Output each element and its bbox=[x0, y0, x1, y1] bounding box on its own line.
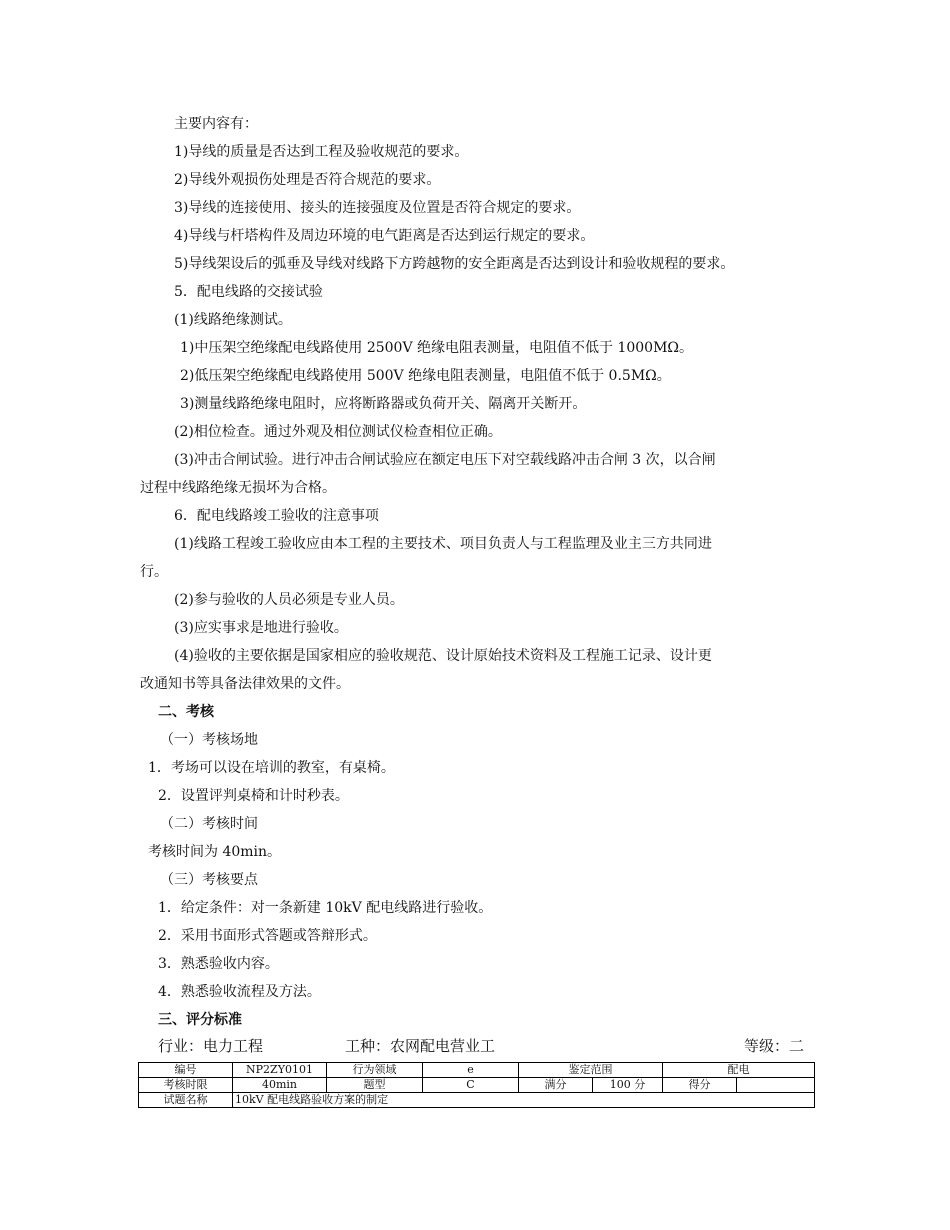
table-cell: C bbox=[423, 1078, 519, 1093]
text-line: 1)导线的质量是否达到工程及验收规范的要求。 bbox=[174, 144, 469, 160]
text-line: 1)中压架空绝缘配电线路使用 2500V 绝缘电阻表测量，电阻值不低于 1000MΩ。 bbox=[180, 340, 694, 356]
section-heading: 6．配电线路竣工验收的注意事项 bbox=[174, 508, 379, 524]
subsection-title: （一）考核场地 bbox=[160, 732, 258, 748]
table-cell: 试题名称 bbox=[139, 1093, 233, 1108]
table-cell: 40min bbox=[233, 1078, 327, 1093]
text-line: 3)导线的连接使用、接头的连接强度及位置是否符合规定的要求。 bbox=[174, 200, 581, 216]
text-line: (1)线路绝缘测试。 bbox=[174, 312, 292, 328]
text-line: (3)应实事求是地进行验收。 bbox=[174, 620, 348, 636]
job-type-label: 工种：农网配电营业工 bbox=[345, 1037, 496, 1055]
section-title: 二、考核 bbox=[158, 704, 214, 720]
table-row bbox=[139, 1063, 815, 1078]
text-line: 5)导线架设后的弧垂及导线对线路下方跨越物的安全距离是否达到设计和验收规程的要求。 bbox=[174, 256, 735, 272]
table-cell bbox=[737, 1078, 815, 1093]
text-line: 2．设置评判桌椅和计时秒表。 bbox=[158, 788, 349, 804]
text-line: (2)相位检查。通过外观及相位测试仪检查相位正确。 bbox=[174, 424, 502, 440]
industry-label: 行业：电力工程 bbox=[158, 1037, 264, 1055]
table-row bbox=[139, 1078, 815, 1093]
table-cell: 题型 bbox=[327, 1078, 423, 1093]
text-line: 2)导线外观损伤处理是否符合规范的要求。 bbox=[174, 172, 441, 188]
table-cell: 满分 bbox=[519, 1078, 593, 1093]
text-line: (1)线路工程竣工验收应由本工程的主要技术、项目负责人与工程监理及业主三方共同进 bbox=[174, 536, 712, 552]
text-line: 4．熟悉验收流程及方法。 bbox=[158, 984, 321, 1000]
text-line: 2)低压架空绝缘配电线路使用 500V 绝缘电阻表测量，电阻值不低于 0.5MΩ。 bbox=[180, 368, 671, 384]
text-line: 主要内容有： bbox=[174, 116, 258, 132]
text-line: 1．给定条件：对一条新建 10kV 配电线路进行验收。 bbox=[158, 900, 493, 916]
table-cell: 鉴定范围 bbox=[519, 1063, 663, 1078]
table-cell: 配电 bbox=[663, 1063, 815, 1078]
table-cell: 100 分 bbox=[593, 1078, 663, 1093]
scoring-info-table bbox=[138, 1062, 815, 1108]
table-cell: 10kV 配电线路验收方案的制定 bbox=[233, 1093, 815, 1108]
subsection-title: （二）考核时间 bbox=[160, 816, 258, 832]
text-line: (3)冲击合闸试验。进行冲击合闸试验应在额定电压下对空载线路冲击合闸 3 次，以合闸 bbox=[174, 452, 716, 468]
text-line: 3．熟悉验收内容。 bbox=[158, 956, 279, 972]
section-title: 三、评分标准 bbox=[158, 1012, 242, 1028]
text-line: 改通知书等具备法律效果的文件。 bbox=[140, 676, 350, 692]
grade-label: 等级：二 bbox=[744, 1037, 805, 1055]
subsection-title: （三）考核要点 bbox=[160, 872, 258, 888]
section-heading: 5．配电线路的交接试验 bbox=[174, 284, 323, 300]
table-cell: 行为领域 bbox=[327, 1063, 423, 1078]
text-line: 2．采用书面形式答题或答辩形式。 bbox=[158, 928, 377, 944]
table-cell: NP2ZY0101 bbox=[233, 1063, 327, 1078]
table-cell: 得分 bbox=[663, 1078, 737, 1093]
text-line: 过程中线路绝缘无损坏为合格。 bbox=[140, 480, 336, 496]
text-line: 4)导线与杆塔构件及周边环境的电气距离是否达到运行规定的要求。 bbox=[174, 228, 595, 244]
text-line: (4)验收的主要依据是国家相应的验收规范、设计原始技术资料及工程施工记录、设计更 bbox=[174, 648, 712, 664]
table-cell: 考核时限 bbox=[139, 1078, 233, 1093]
text-line: 3)测量线路绝缘电阻时，应将断路器或负荷开关、隔离开关断开。 bbox=[180, 396, 587, 412]
text-line: (2)参与验收的人员必须是专业人员。 bbox=[174, 592, 404, 608]
text-line: 行。 bbox=[140, 564, 168, 580]
text-line: 考核时间为 40min。 bbox=[148, 844, 282, 860]
text-line: 1．考场可以设在培训的教室，有桌椅。 bbox=[148, 760, 395, 776]
table-cell: 编号 bbox=[139, 1063, 233, 1078]
table-row bbox=[139, 1093, 815, 1108]
table-cell: e bbox=[423, 1063, 519, 1078]
